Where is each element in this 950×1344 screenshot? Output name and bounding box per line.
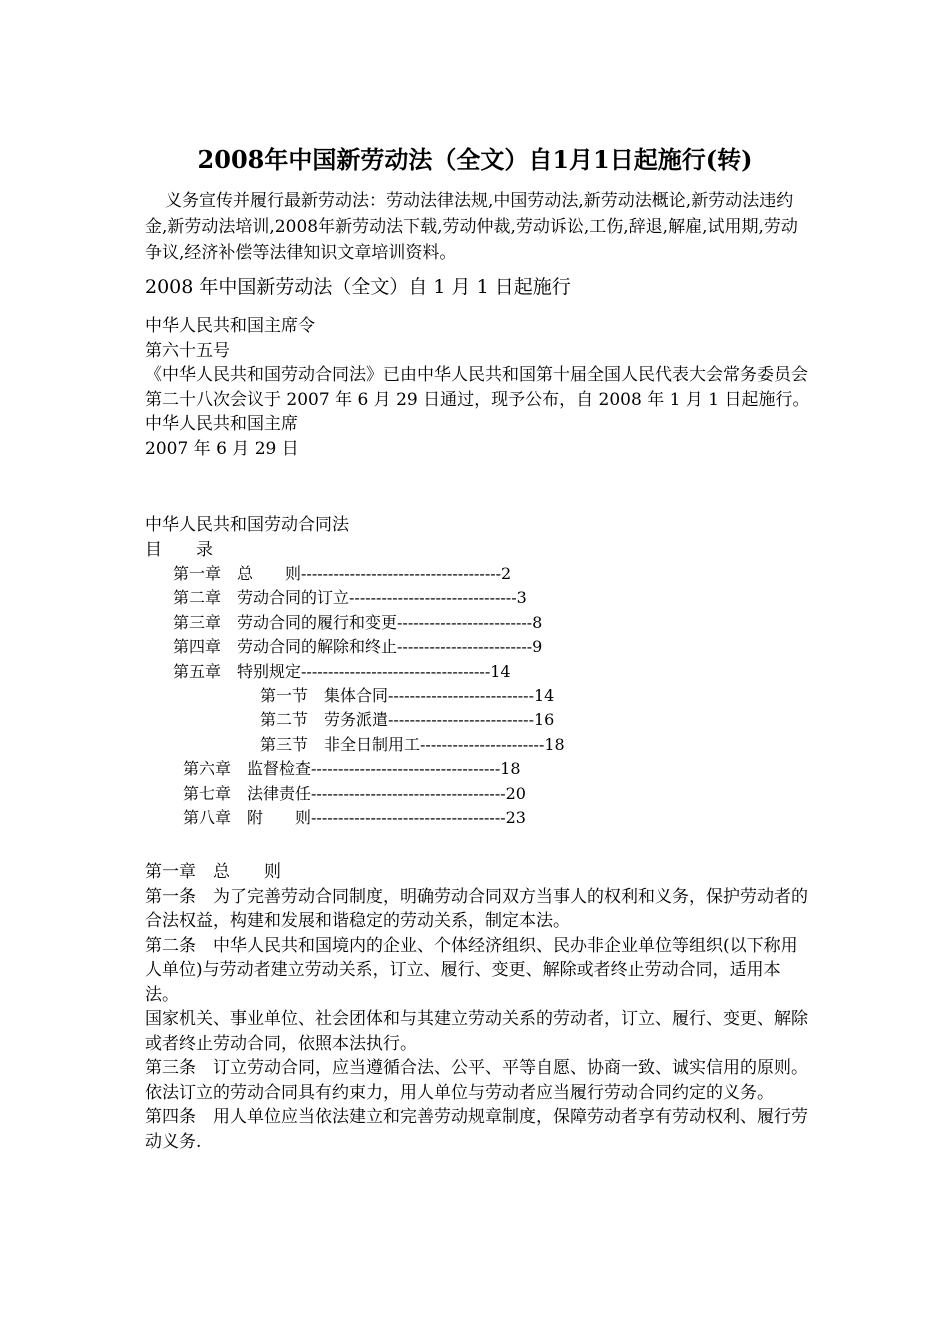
decree-heading: 中华人民共和国主席令 bbox=[145, 316, 315, 336]
toc-entry: 第六章 监督检查-----------------------------------18 bbox=[183, 759, 521, 779]
article-paragraph: 国家机关、事业单位、社会团体和与其建立劳动关系的劳动者，订立、履行、变更、解除或者终止劳动合同，依照本法执行。 bbox=[145, 1009, 808, 1054]
document-title: 2008年中国新劳动法（全文）自1月1日起施行(转) bbox=[197, 145, 753, 174]
article-paragraph: 第四条 用人单位应当依法建立和完善劳动规章制度，保障劳动者享有劳动权利、履行劳动义务. bbox=[145, 1107, 808, 1152]
toc-entry: 第五章 特别规定-----------------------------------14 bbox=[173, 661, 511, 681]
toc-entry: 第四章 劳动合同的解除和终止-------------------------9 bbox=[173, 637, 543, 657]
decree-date: 2007 年 6 月 29 日 bbox=[145, 438, 299, 459]
subtitle: 2008 年中国新劳动法（全文）自 1 月 1 日起施行 bbox=[145, 276, 571, 298]
article-paragraph: 第一条 为了完善劳动合同制度，明确劳动合同双方当事人的权利和义务，保护劳动者的合法权益，构建和发展和谐稳定的劳动关系，制定本法。 bbox=[145, 886, 808, 931]
chapter-one bbox=[145, 860, 810, 1154]
decree-body: 《中华人民共和国劳动合同法》已由中华人民共和国第十届全国人民代表大会常务委员会第二十八次会议于 2007 年 6 月 29 日通过，现予公布，自 2008 年 1 月 1 日起施行。 bbox=[145, 365, 810, 410]
chapter-heading: 第一章 总 则 bbox=[145, 862, 281, 882]
decree-block bbox=[145, 314, 810, 461]
article-paragraph: 第三条 订立劳动合同，应当遵循合法、公平、平等自愿、协商一致、诚实信用的原则。 bbox=[145, 1058, 808, 1078]
table-of-contents bbox=[145, 562, 845, 830]
law-title: 中华人民共和国劳动合同法 bbox=[145, 515, 349, 535]
toc-entry: 第二章 劳动合同的订立-------------------------------3 bbox=[173, 588, 527, 608]
intro-paragraph: 义务宣传并履行最新劳动法：劳动法律法规,中国劳动法,新劳动法概论,新劳动法违约金,新劳动法培训,2008年新劳动法下载,劳动仲裁,劳动诉讼,工伤,辞退,解雇,试用期,劳动争议,经济补偿等法律知识文章培训资料。 bbox=[145, 191, 798, 263]
toc-entry: 第一节 集体合同---------------------------14 bbox=[260, 685, 555, 705]
toc-entry: 第三章 劳动合同的履行和变更-------------------------8 bbox=[173, 612, 543, 632]
toc-entry: 第八章 附 则------------------------------------23 bbox=[183, 807, 526, 827]
decree-number: 第六十五号 bbox=[145, 340, 230, 361]
article-paragraph: 依法订立的劳动合同具有约束力，用人单位与劳动者应当履行劳动合同约定的义务。 bbox=[145, 1082, 774, 1103]
toc-entry: 第七章 法律责任------------------------------------20 bbox=[183, 783, 526, 803]
decree-signer: 中华人民共和国主席 bbox=[145, 414, 298, 434]
toc-entry: 第二节 劳务派遣---------------------------16 bbox=[260, 710, 555, 730]
toc-heading: 目 录 bbox=[145, 539, 213, 560]
toc-entry: 第三节 非全日制用工-----------------------18 bbox=[260, 734, 565, 754]
article-paragraph: 第二条 中华人民共和国境内的企业、个体经济组织、民办非企业单位等组织(以下称用人单位)与劳动者建立劳动关系，订立、履行、变更、解除或者终止劳动合同，适用本法。 bbox=[145, 935, 798, 1005]
law-heading-block bbox=[145, 513, 810, 562]
toc-entry: 第一章 总 则-------------------------------------2 bbox=[173, 564, 512, 583]
